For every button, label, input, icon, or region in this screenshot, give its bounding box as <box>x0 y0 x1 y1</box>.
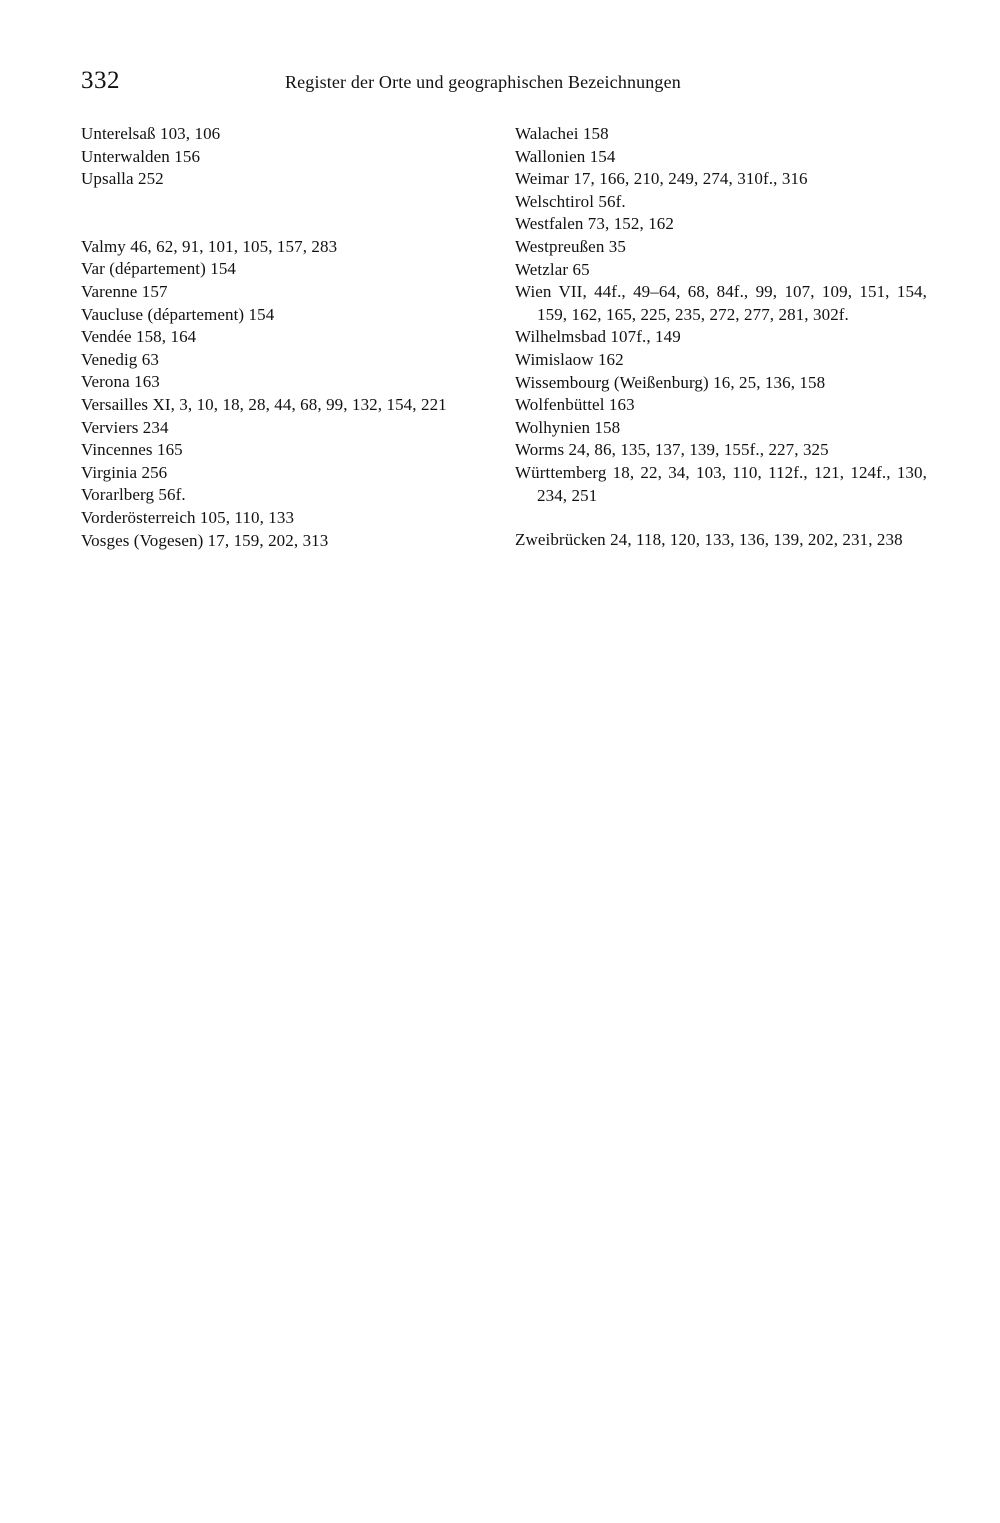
index-entry: Unterwalden 156 <box>81 146 201 166</box>
index-entry: Vorarlberg 56f. <box>81 485 186 505</box>
index-entry: Zweibrücken 24, 118, 120, 133, 136, 139, 202, 231, 238 <box>515 530 903 550</box>
index-entry: Wissembourg (Weißenburg) 16, 25, 136, 158 <box>515 372 826 392</box>
index-entry: Valmy 46, 62, 91, 101, 105, 157, 283 <box>81 236 338 256</box>
letter-group-spacer <box>81 191 461 236</box>
letter-group-spacer <box>515 507 927 529</box>
index-entry: Worms 24, 86, 135, 137, 139, 155f., 227, 325 <box>515 440 829 460</box>
index-entry: Württemberg 18, 22, 34, 103, 110, 112f., 121, 124f., 130, 234, 251 <box>515 462 927 505</box>
index-entry: Verviers 234 <box>81 417 169 437</box>
index-entry: Virginia 256 <box>81 462 168 482</box>
index-entry: Venedig 63 <box>81 349 159 369</box>
index-entry: Var (département) 154 <box>81 259 237 279</box>
index-entry: Wolhynien 158 <box>515 417 621 437</box>
index-entry: Unterelsaß 103, 106 <box>81 124 221 143</box>
index-entry: Westpreußen 35 <box>515 236 626 256</box>
index-entry: Vincennes 165 <box>81 440 183 460</box>
page-number: 332 <box>81 67 120 94</box>
index-entry: Verona 163 <box>81 372 160 392</box>
index-entry: Walachei 158 <box>515 124 609 143</box>
index-group-w <box>515 123 927 507</box>
index-entry: Wolfenbüttel 163 <box>515 395 635 415</box>
index-entry: Westfalen 73, 152, 162 <box>515 214 674 234</box>
index-entry: Vosges (Vogesen) 17, 159, 202, 313 <box>81 530 329 550</box>
index-entry: Wallonien 154 <box>515 146 616 166</box>
index-entry: Wetzlar 65 <box>515 259 590 279</box>
index-entry: Varenne 157 <box>81 281 168 301</box>
index-entry: Vaucluse (département) 154 <box>81 304 275 324</box>
index-group-z <box>515 529 927 552</box>
index-entry: Wien VII, 44f., 49–64, 68, 84f., 99, 107, 109, 151, 154, 159, 162, 165, 225, 235, 272, 277, 281, 302f. <box>515 282 927 324</box>
index-column-right <box>515 123 927 552</box>
running-head: Register der Orte und geographischen Bezeichnungen <box>285 72 681 92</box>
index-entry: Upsalla 252 <box>81 169 164 189</box>
index-column-left <box>81 123 461 552</box>
index-entry: Welschtirol 56f. <box>515 191 626 211</box>
index-entry: Wimislaow 162 <box>515 349 624 369</box>
index-group-v <box>81 236 461 552</box>
index-entry: Versailles XI, 3, 10, 18, 28, 44, 68, 99, 132, 154, 221 <box>81 394 447 414</box>
index-entry: Vendée 158, 164 <box>81 327 197 347</box>
index-entry: Vorderösterreich 105, 110, 133 <box>81 507 295 527</box>
index-group-u <box>81 123 461 191</box>
index-entry: Weimar 17, 166, 210, 249, 274, 310f., 316 <box>515 169 808 189</box>
index-entry: Wilhelmsbad 107f., 149 <box>515 327 681 347</box>
